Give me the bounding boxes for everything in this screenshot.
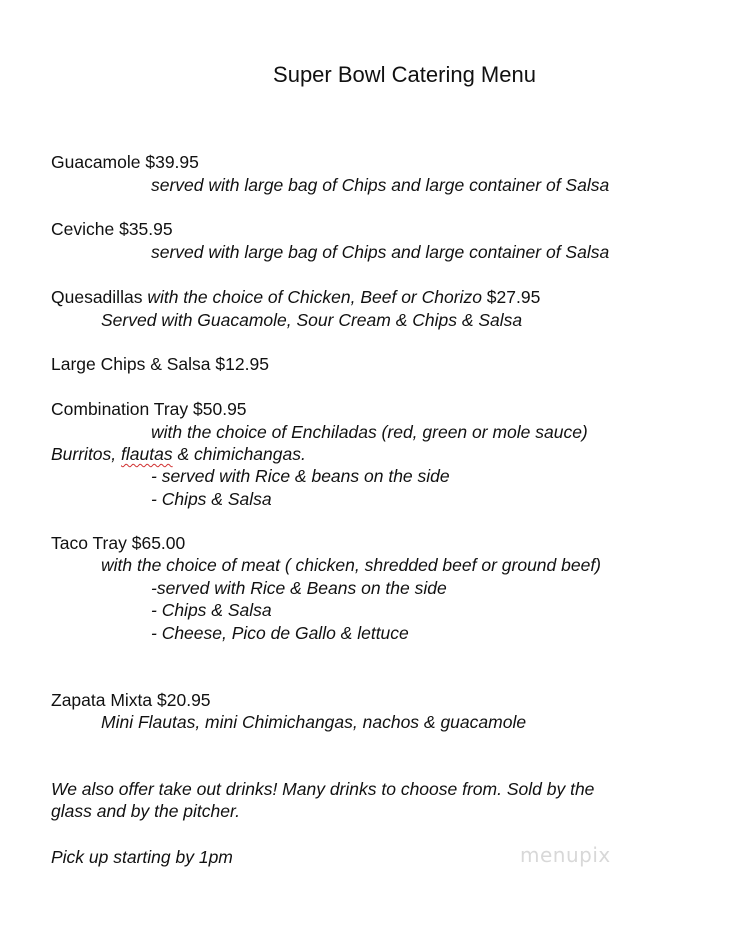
item-quesadillas-choice: with the choice of Chicken, Beef or Chorizo	[147, 287, 482, 307]
item-taco-side2: - Chips & Salsa	[151, 600, 272, 620]
note-pickup: Pick up starting by 1pm	[51, 847, 233, 867]
item-quesadillas-name: Quesadillas	[51, 287, 148, 307]
item-ceviche-desc: served with large bag of Chips and large container of Salsa	[151, 242, 610, 262]
item-taco-side3: - Cheese, Pico de Gallo & lettuce	[151, 623, 409, 643]
item-combination-side1: - served with Rice & beans on the side	[151, 466, 450, 486]
note-drinks-line2: glass and by the pitcher.	[51, 801, 241, 821]
page-title: Super Bowl Catering Menu	[273, 62, 536, 87]
item-quesadillas-desc: Served with Guacamole, Sour Cream & Chips & Salsa	[101, 310, 523, 330]
item-chips-salsa: Large Chips & Salsa $12.95	[51, 354, 269, 374]
item-quesadillas-price: $27.95	[481, 287, 541, 307]
item-combination-choice: with the choice of Enchiladas (red, green or mole sauce)	[151, 422, 588, 442]
item-ceviche: Ceviche $35.95	[51, 219, 173, 239]
item-combination: Combination Tray $50.95	[51, 399, 247, 419]
note-drinks-line1: We also offer take out drinks! Many drinks to choose from. Sold by the	[51, 779, 595, 799]
item-combination-choice2-c: & chimichangas.	[172, 444, 306, 464]
watermark-logo: menupix	[520, 843, 611, 867]
item-combination-side2: - Chips & Salsa	[151, 489, 272, 509]
item-guacamole-desc: served with large bag of Chips and large container of Salsa	[151, 175, 610, 195]
item-combination-flautas: flautas	[121, 444, 173, 464]
item-guacamole: Guacamole $39.95	[51, 152, 199, 172]
item-taco: Taco Tray $65.00	[51, 533, 186, 553]
item-taco-side1: -served with Rice & Beans on the side	[151, 578, 447, 598]
item-combination-choice2-a: Burritos,	[51, 444, 122, 464]
item-zapata-desc: Mini Flautas, mini Chimichangas, nachos & guacamole	[101, 712, 527, 732]
item-zapata: Zapata Mixta $20.95	[51, 690, 211, 710]
item-combination-choice2	[51, 443, 306, 465]
item-taco-choice: with the choice of meat ( chicken, shredded beef or ground beef)	[101, 555, 602, 575]
item-quesadillas	[51, 286, 540, 308]
